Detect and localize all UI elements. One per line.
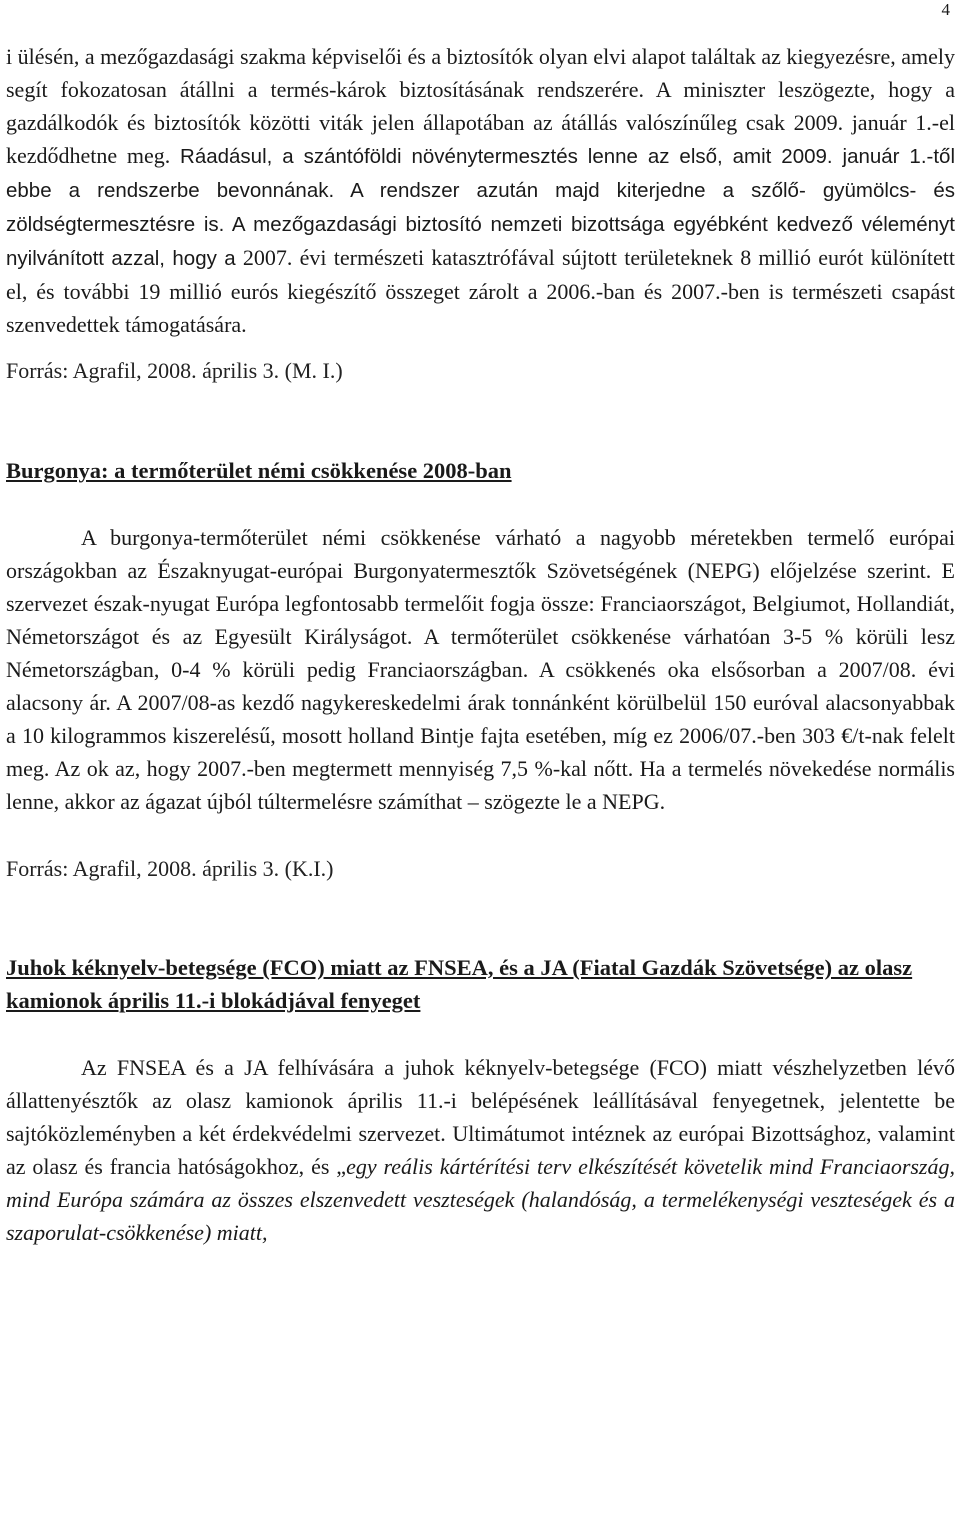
article2-heading: Burgonya: a termőterület némi csökkenése 2008-ban: [6, 458, 512, 483]
article1-text-serif-b: 2007. évi természeti katasztrófával sújtott területeknek 8 millió eurót különített el, és további 19 millió eurós kiegészítő összeget zárolt a 2006.-ban és 2007.-ben is természeti csapást szenvedettek támogatására.: [6, 245, 955, 337]
page-number: 4: [941, 0, 950, 19]
article2-source: Forrás: Agrafil, 2008. április 3. (K.I.): [6, 856, 334, 881]
article3-heading: Juhok kéknyelv-betegsége (FCO) miatt az FNSEA, és a JA (Fiatal Gazdák Szövetsége) az olasz kamionok április 11.-i blokádjával fenyeget: [6, 955, 913, 1013]
article1-body: [6, 40, 955, 341]
article2-body: A burgonya-termőterület némi csökkenése várható a nagyobb méretekben termelő európai országokban az Északnyugat-európai Burgonyatermesztők Szövetségének (NEPG) előjelzése szerint. E szervezet észak-nyugat Európa legfontosabb termelőit fogja össze: Franciaországot, Belgiumot, Hollandiát, Németországot és az Egyesült Királyságot. A termőterület csökkenése várhatóan 3-5 % körüli lesz Németországban, 0-4 % körüli pedig Franciaországban. A csökkenés oka elsősorban a 2007/08. évi alacsony ár. A 2007/08-as kezdő nagykereskedelmi árak tonnánként körülbelül 150 euróval alacsonyabbak a 10 kilogrammos kiszerelésű, mosott holland Bintje fajta esetében, míg ez 2006/07.-ben 303 €/t-nak felelt meg. Az ok az, hogy 2007.-ben megtermett mennyiség 7,5 %-kal nőtt. Ha a termelés növekedése normális lenne, akkor az ágazat újból túltermelésre számíthat – szögezte le a NEPG.: [6, 525, 955, 814]
document-body: [6, 40, 955, 1249]
article1-source: Forrás: Agrafil, 2008. április 3. (M. I.): [6, 358, 343, 383]
article3-text-italic: egy reális kártérítési terv elkészítését követelik mind Franciaország, mind Európa számára az összes elszenvedett veszteségek (halandóság, a termelékenységi veszteségek és a szaporulat-csökkenése) miatt,: [6, 1154, 955, 1245]
article1-text-serif-a: i ülésén, a mezőgazdasági szakma képviselői és a biztosítók olyan elvi alapot találtak az kiegyezésre, amely segít fokozatosan átállni a termés-károk biztosításának rendszerére. A miniszter leszögezte, hogy a gazdálkodók és biztosítók közötti viták jelen állapotában az átállás valószínűleg csak 2009. január 1.-el kezdődhetne meg.: [6, 44, 955, 168]
article3-body: [6, 1051, 955, 1249]
article3-text-plain: Az FNSEA és a JA felhívására a juhok kéknyelv-betegsége (FCO) miatt vészhelyzetben lévő állattenyésztők az olasz kamionok április 11.-i belépésének leállításával fenyegetnek, jelentette be sajtóközleményben a két érdekvédelmi szervezet. Ultimátumot intéznek az európai Bizottsághoz, valamint az olasz és francia hatóságokhoz, és „: [6, 1055, 955, 1179]
article1-text-sans: Ráadásul, a szántóföldi növénytermesztés lenne az első, amit 2009. január 1.-től ebbe a rendszerbe bevonnának. A rendszer azután majd kiterjedne a szőlő- gyümölcs- és zöldségtermesztésre is. A mezőgazdasági biztosító nemzeti bizottsága egyébként kedvező véleményt nyilvánított azzal, hogy a: [6, 145, 955, 270]
